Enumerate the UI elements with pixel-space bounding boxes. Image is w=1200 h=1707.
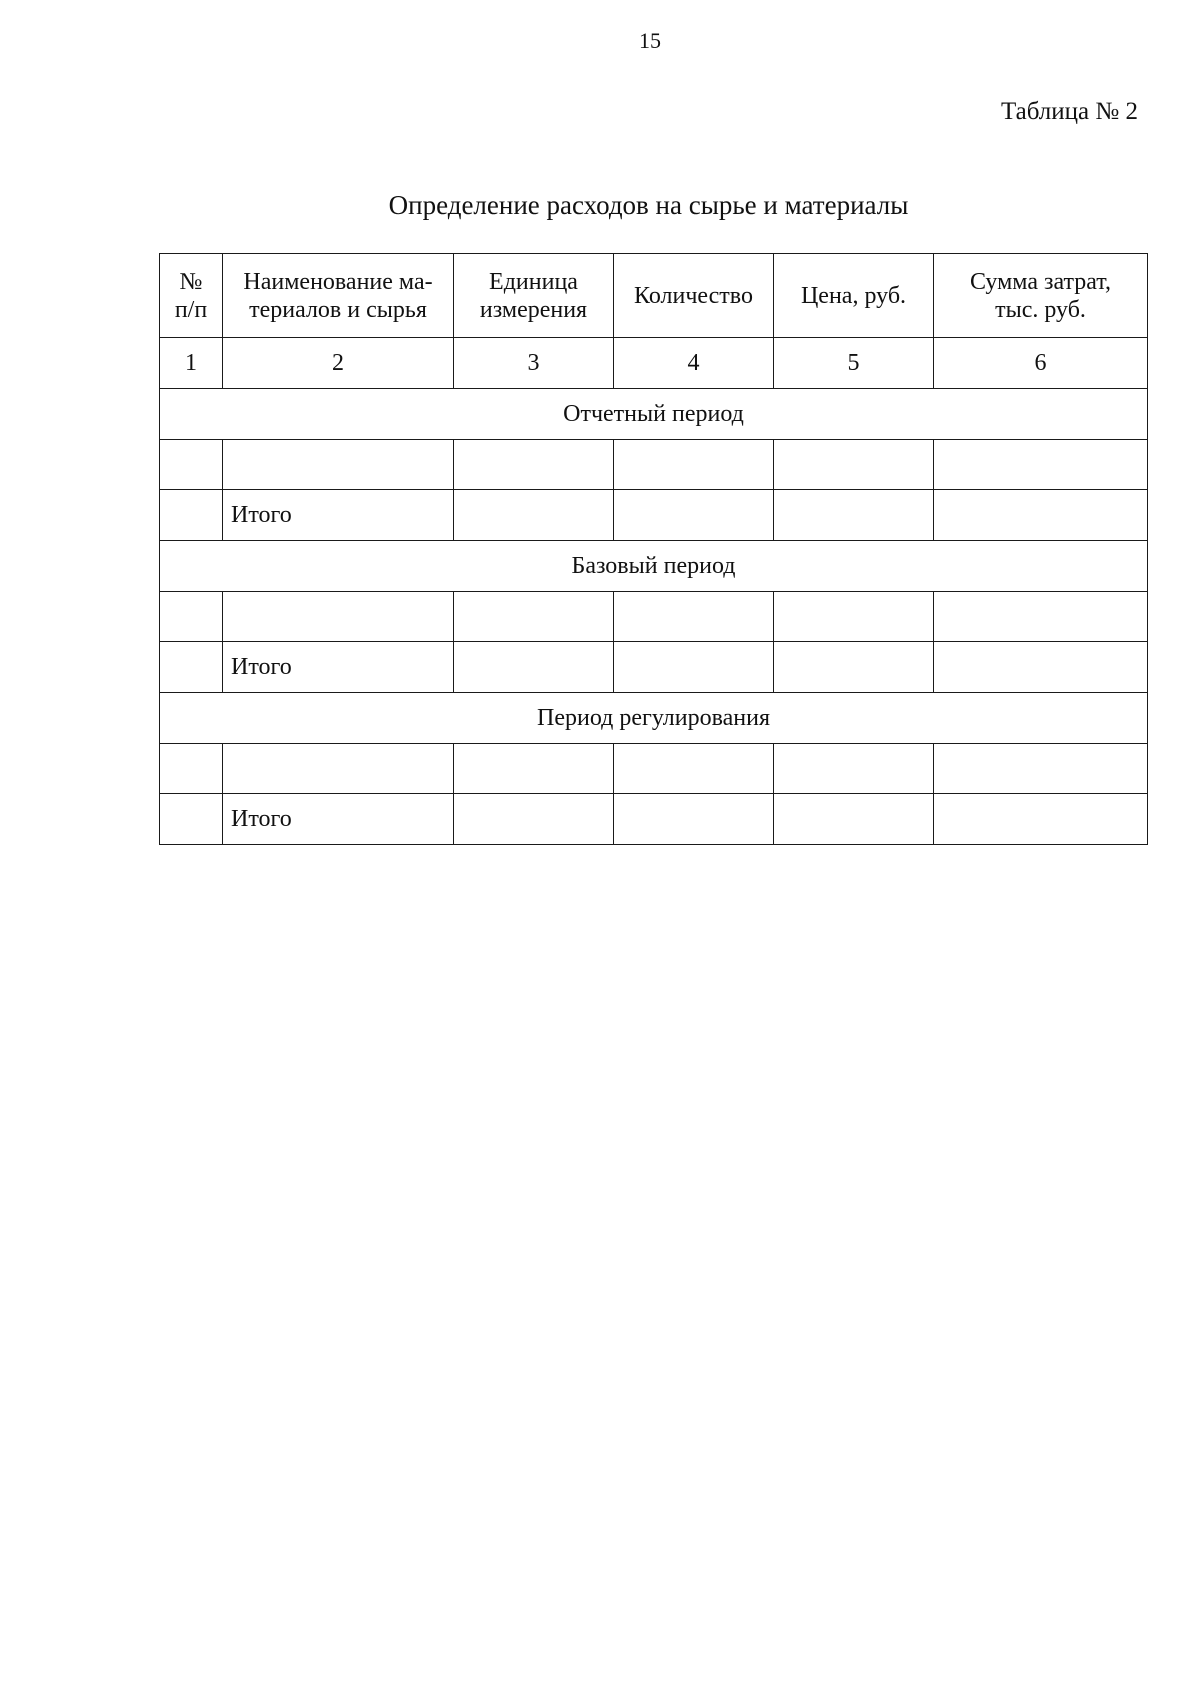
section-header-row	[160, 541, 1148, 592]
table-cell[interactable]	[774, 490, 934, 541]
header-number-line1: №	[179, 268, 203, 295]
table-cell[interactable]	[223, 440, 454, 490]
table-row	[160, 744, 1148, 794]
total-label: Итого	[223, 490, 454, 541]
table-cell[interactable]	[774, 744, 934, 794]
table-cell[interactable]	[614, 794, 774, 845]
header-quantity-label: Количество	[634, 282, 753, 309]
table-cell[interactable]	[614, 642, 774, 693]
table-cell	[160, 794, 223, 845]
column-number-cell: 6	[934, 338, 1148, 389]
header-price-label: Цена, руб.	[800, 282, 907, 309]
header-sum-line2: тыс. руб.	[995, 296, 1086, 323]
table-cell[interactable]	[454, 642, 614, 693]
total-row	[160, 794, 1148, 845]
header-cell-quantity	[614, 254, 774, 338]
header-unit-line1: Единица	[489, 268, 578, 295]
header-cell-sum	[934, 254, 1148, 338]
table-cell[interactable]	[934, 744, 1148, 794]
header-row	[160, 254, 1148, 338]
header-cell-number	[160, 254, 223, 338]
table-cell[interactable]	[614, 440, 774, 490]
table-cell[interactable]	[614, 592, 774, 642]
table-cell[interactable]	[454, 440, 614, 490]
table-cell[interactable]	[223, 744, 454, 794]
column-number-row	[160, 338, 1148, 389]
table-cell[interactable]	[160, 440, 223, 490]
table-cell[interactable]	[934, 592, 1148, 642]
table-cell[interactable]	[160, 592, 223, 642]
column-number-cell: 3	[454, 338, 614, 389]
column-number-cell: 1	[160, 338, 223, 389]
section-title-regulation: Период регулирования	[160, 693, 1148, 744]
table-cell[interactable]	[454, 592, 614, 642]
table-cell[interactable]	[774, 642, 934, 693]
total-row	[160, 490, 1148, 541]
table-cell[interactable]	[934, 642, 1148, 693]
header-cell-price	[774, 254, 934, 338]
header-cell-name	[223, 254, 454, 338]
table-cell[interactable]	[454, 794, 614, 845]
document-title: Определение расходов на сырье и материалы	[388, 190, 909, 220]
table-cell[interactable]	[774, 440, 934, 490]
total-row	[160, 642, 1148, 693]
table-reference: Таблица № 2	[1000, 98, 1138, 125]
table-row	[160, 440, 1148, 490]
table-cell[interactable]	[934, 440, 1148, 490]
column-number-cell: 2	[223, 338, 454, 389]
header-unit-line2: измерения	[479, 296, 588, 323]
total-label: Итого	[223, 794, 454, 845]
section-header-row	[160, 693, 1148, 744]
section-title-base: Базовый период	[160, 541, 1148, 592]
table-cell[interactable]	[934, 794, 1148, 845]
table-cell	[160, 490, 223, 541]
table-cell[interactable]	[614, 490, 774, 541]
total-label: Итого	[223, 642, 454, 693]
table-cell[interactable]	[223, 592, 454, 642]
table-cell[interactable]	[454, 744, 614, 794]
table-cell[interactable]	[934, 490, 1148, 541]
table-cell[interactable]	[774, 794, 934, 845]
header-name-line1: Наименование ма-	[243, 268, 433, 295]
header-sum-line1: Сумма затрат,	[970, 268, 1111, 295]
table-cell[interactable]	[614, 744, 774, 794]
materials-cost-table	[159, 253, 1148, 845]
header-number-line2: п/п	[174, 296, 208, 323]
table-cell[interactable]	[160, 744, 223, 794]
section-header-row	[160, 389, 1148, 440]
column-number-cell: 5	[774, 338, 934, 389]
page-number: 15	[639, 28, 661, 53]
table-cell	[160, 642, 223, 693]
table-row	[160, 592, 1148, 642]
header-cell-unit	[454, 254, 614, 338]
table-cell[interactable]	[774, 592, 934, 642]
table-cell[interactable]	[454, 490, 614, 541]
column-number-cell: 4	[614, 338, 774, 389]
header-name-line2: териалов и сырья	[249, 296, 427, 323]
section-title-reporting: Отчетный период	[160, 389, 1148, 440]
